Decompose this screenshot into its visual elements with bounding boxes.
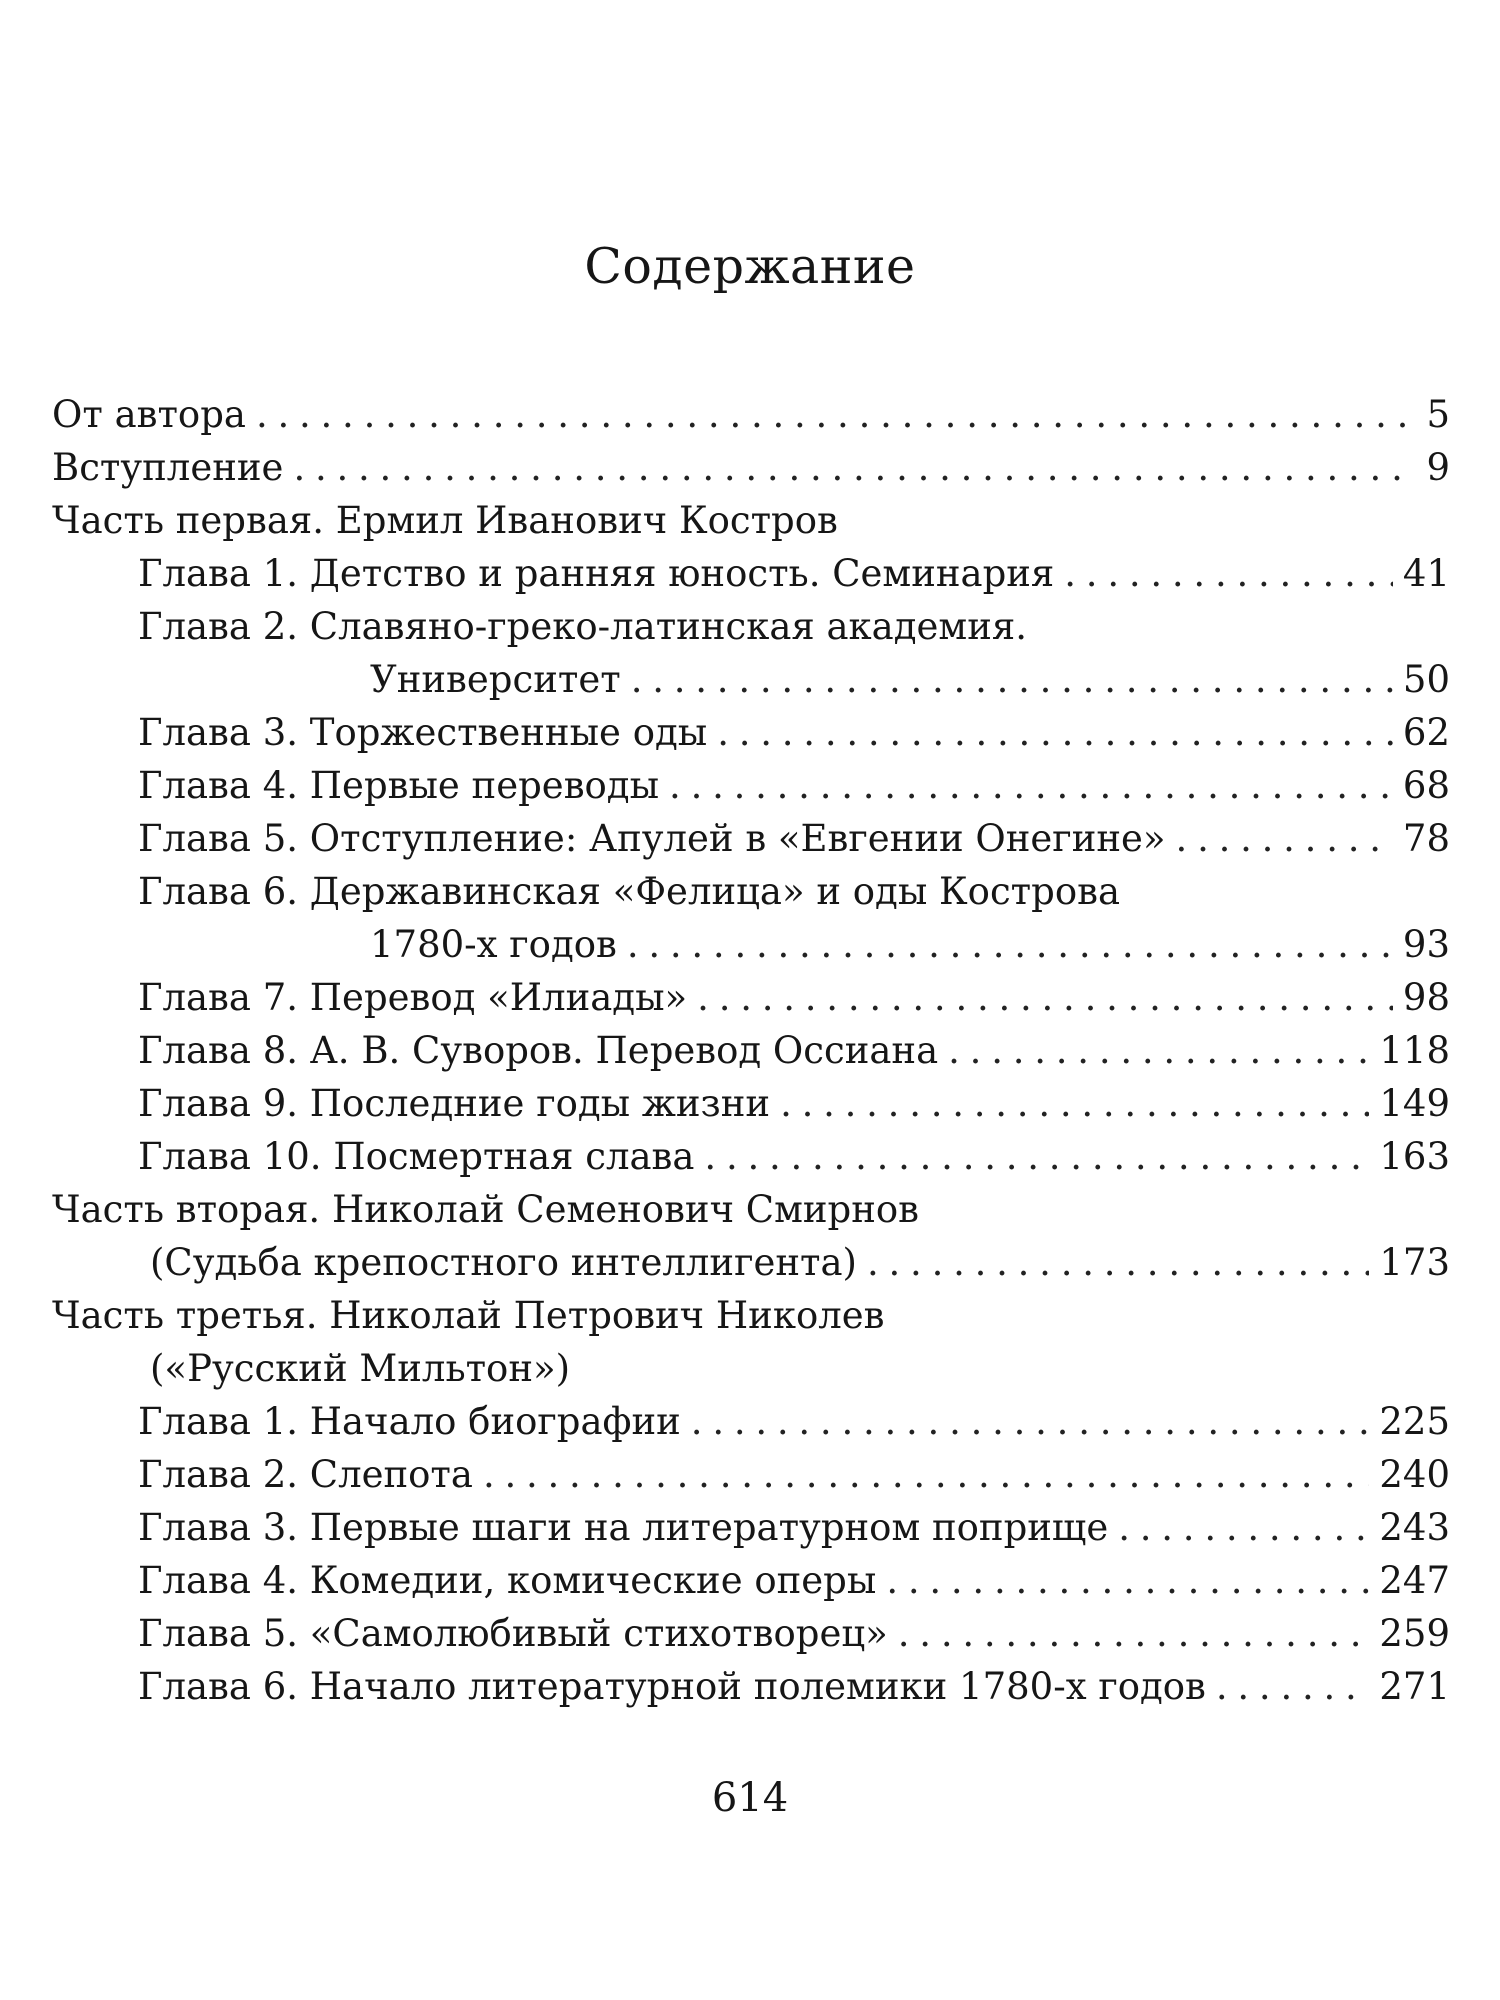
toc-dot-leader — [1118, 1501, 1369, 1554]
toc-entry-title: Глава 5. «Самолюбивый стихотворец» — [138, 1612, 888, 1655]
toc-entry — [52, 1607, 1450, 1660]
toc-entry-page: 68 — [1402, 764, 1450, 807]
toc-entry-page: 62 — [1402, 711, 1450, 754]
toc-entry-title: Глава 9. Последние годы жизни — [138, 1082, 771, 1125]
toc-entry-page: 9 — [1426, 446, 1450, 489]
toc-entry — [52, 759, 1450, 812]
toc-entry-title: Глава 2. Славяно-греко-латинская академия. — [138, 605, 1027, 648]
toc-entry-title: Глава 4. Комедии, комические оперы — [138, 1559, 877, 1602]
toc-dot-leader — [1064, 547, 1393, 600]
toc-entry — [52, 1130, 1450, 1183]
toc-entry-title: Глава 6. Державинская «Фелица» и оды Кострова — [138, 870, 1120, 913]
toc-entry-page: 240 — [1379, 1453, 1450, 1496]
toc-entry-title: Глава 1. Детство и ранняя юность. Семинария — [138, 552, 1055, 595]
table-of-contents — [52, 388, 1450, 1713]
toc-dot-leader — [704, 1130, 1369, 1183]
toc-dot-leader — [256, 388, 1417, 441]
toc-entry-page: 173 — [1379, 1241, 1450, 1284]
toc-entry — [52, 1077, 1450, 1130]
toc-entry — [52, 441, 1450, 494]
toc-entry-title: Глава 10. Посмертная слава — [138, 1135, 695, 1178]
toc-entry-page: 50 — [1402, 658, 1450, 701]
toc-dot-leader — [483, 1448, 1369, 1501]
toc-entry-title: Часть первая. Ермил Иванович Костров — [52, 499, 838, 542]
toc-entry — [52, 1448, 1450, 1501]
toc-entry — [52, 388, 1450, 441]
toc-dot-leader — [886, 1554, 1369, 1607]
toc-entry-title: Вступление — [52, 446, 284, 489]
toc-entry-page: 5 — [1426, 393, 1450, 436]
toc-entry-title: От автора — [52, 393, 246, 436]
toc-entry-page: 247 — [1379, 1559, 1450, 1602]
toc-entry — [52, 971, 1450, 1024]
toc-dot-leader — [1216, 1660, 1369, 1713]
toc-entry — [52, 547, 1450, 600]
toc-entry-continuation — [52, 1236, 1450, 1289]
toc-entry-page: 225 — [1379, 1400, 1450, 1443]
toc-entry-title: 1780-х годов — [370, 923, 617, 966]
toc-entry-title: Глава 1. Начало биографии — [138, 1400, 681, 1443]
toc-entry-title: (Судьба крепостного интеллигента) — [150, 1241, 857, 1284]
toc-entry-page: 259 — [1379, 1612, 1450, 1655]
toc-dot-leader — [631, 653, 1393, 706]
toc-entry-page: 41 — [1402, 552, 1450, 595]
toc-entry-title: Глава 2. Слепота — [138, 1453, 473, 1496]
toc-dot-leader — [717, 706, 1393, 759]
page-title: Содержание — [584, 238, 916, 295]
toc-entry-page: 93 — [1402, 923, 1450, 966]
toc-dot-leader — [898, 1607, 1370, 1660]
toc-dot-leader — [627, 918, 1393, 971]
toc-entry-title: Университет — [370, 658, 621, 701]
toc-part-heading — [52, 494, 1450, 547]
toc-entry — [52, 865, 1450, 918]
toc-dot-leader — [867, 1236, 1369, 1289]
toc-entry-continuation — [52, 1342, 1450, 1395]
toc-dot-leader — [948, 1024, 1369, 1077]
toc-entry — [52, 1554, 1450, 1607]
toc-dot-leader — [293, 441, 1416, 494]
toc-entry — [52, 600, 1450, 653]
toc-entry-title: Глава 3. Торжественные оды — [138, 711, 708, 754]
toc-entry-page: 118 — [1379, 1029, 1450, 1072]
toc-entry-title: («Русский Мильтон») — [150, 1347, 571, 1390]
page-number: 614 — [711, 1775, 789, 1821]
toc-entry-page: 149 — [1379, 1082, 1450, 1125]
toc-dot-leader — [1176, 812, 1393, 865]
toc-dot-leader — [691, 1395, 1370, 1448]
toc-dot-leader — [697, 971, 1393, 1024]
toc-entry — [52, 1660, 1450, 1713]
toc-entry-page: 243 — [1379, 1506, 1450, 1549]
toc-part-heading — [52, 1289, 1450, 1342]
toc-dot-leader — [669, 759, 1393, 812]
toc-entry-page: 78 — [1402, 817, 1450, 860]
toc-entry-title: Глава 4. Первые переводы — [138, 764, 660, 807]
toc-entry-title: Глава 5. Отступление: Апулей в «Евгении Онегине» — [138, 817, 1166, 860]
toc-entry-title: Глава 7. Перевод «Илиады» — [138, 976, 688, 1019]
toc-entry-title: Глава 6. Начало литературной полемики 1780-х годов — [138, 1665, 1206, 1708]
toc-entry-title: Глава 3. Первые шаги на литературном поприще — [138, 1506, 1109, 1549]
toc-entry-title: Часть третья. Николай Петрович Николев — [52, 1294, 885, 1337]
toc-entry — [52, 812, 1450, 865]
toc-entry-title: Часть вторая. Николай Семенович Смирнов — [52, 1188, 919, 1231]
toc-dot-leader — [780, 1077, 1369, 1130]
toc-part-heading — [52, 1183, 1450, 1236]
toc-entry-continuation — [52, 918, 1450, 971]
toc-entry — [52, 1395, 1450, 1448]
toc-entry — [52, 706, 1450, 759]
toc-entry — [52, 1501, 1450, 1554]
toc-entry-page: 98 — [1402, 976, 1450, 1019]
toc-entry-continuation — [52, 653, 1450, 706]
toc-entry-title: Глава 8. А. В. Суворов. Перевод Оссиана — [138, 1029, 939, 1072]
toc-entry-page: 163 — [1379, 1135, 1450, 1178]
toc-entry — [52, 1024, 1450, 1077]
toc-entry-page: 271 — [1379, 1665, 1450, 1708]
